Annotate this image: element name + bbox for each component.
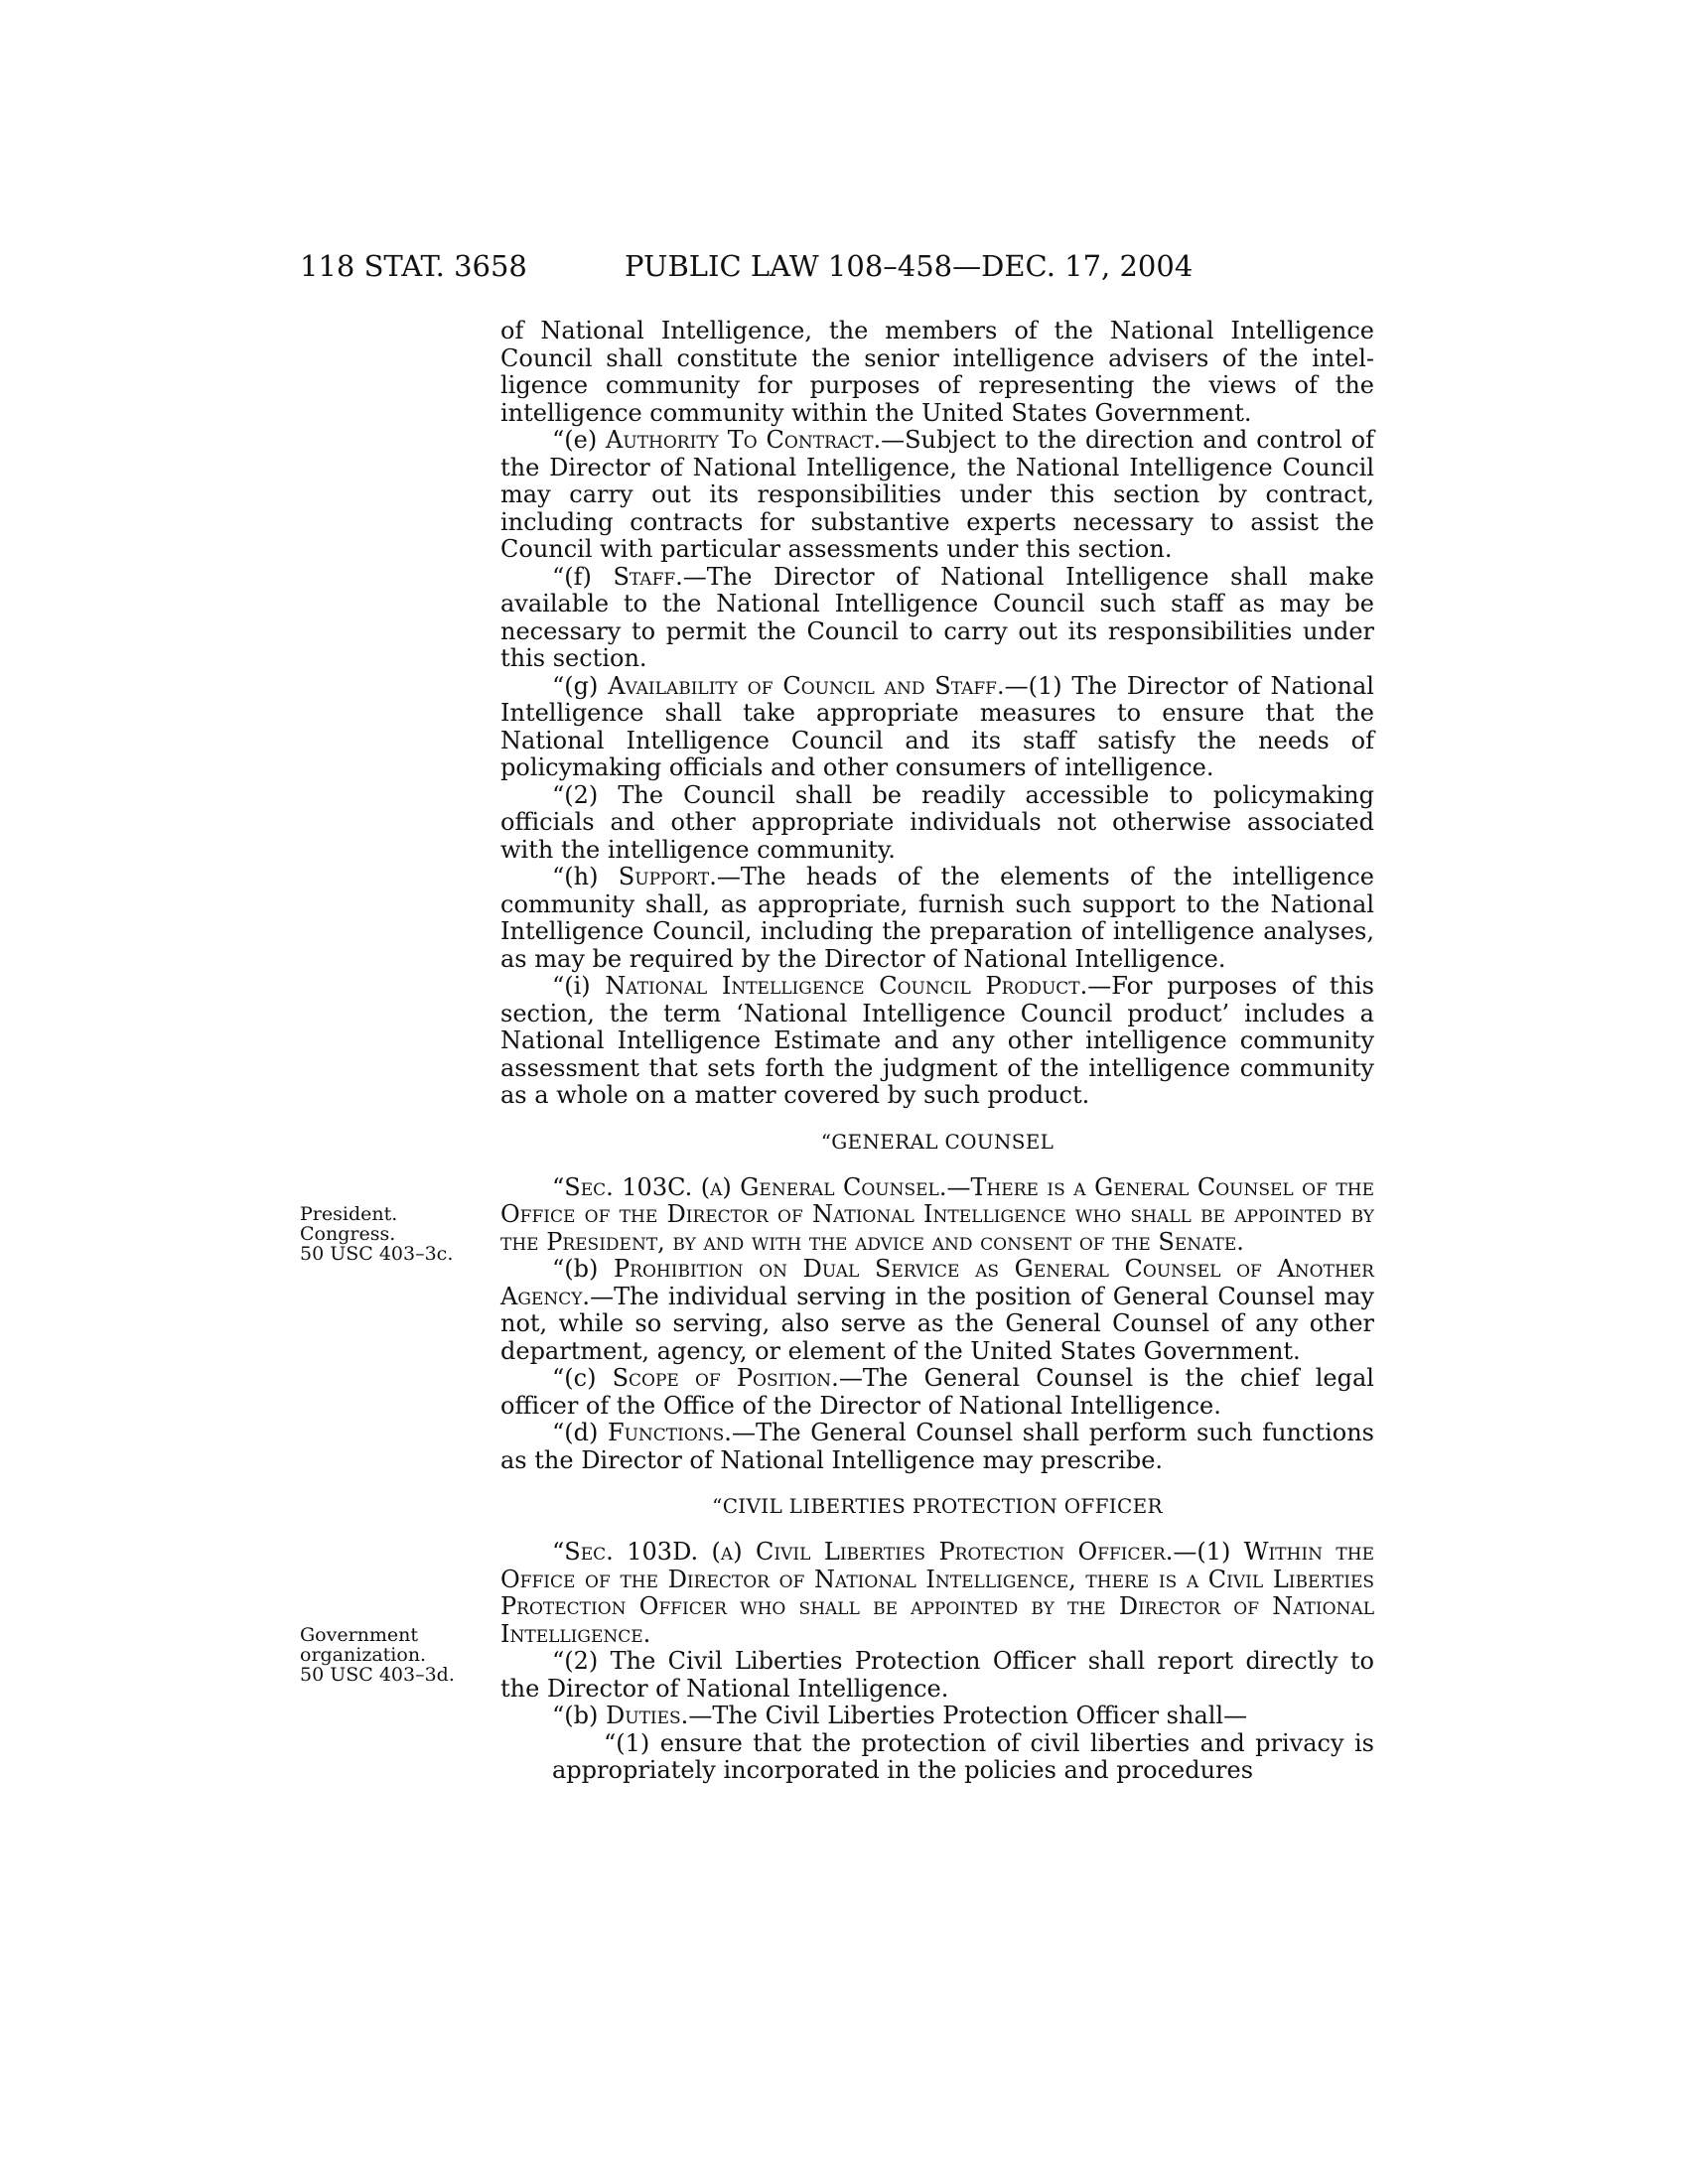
margin-note-line: Government bbox=[300, 1624, 419, 1646]
paragraph-sec-103d: “Sec. 103D. (a) Civil Liberties Protection Officer.—(1) Within the Office of the Director of National Intelligence, there is a Civil Liberties Protection Officer who shall be appointed by the Director of National Intelligence. bbox=[500, 1538, 1374, 1648]
paragraph: of National Intelligence, the members of the National Intelligence Council shall constitute the senior intelligence advisers of the intelligence community for purposes of representing the views of the intelligence community within the United States Government. bbox=[500, 317, 1374, 427]
page-header bbox=[300, 248, 1372, 284]
margin-note-line: Congress. bbox=[300, 1223, 396, 1245]
paragraph-support: “(h) Support.—The heads of the elements of the intelligence community shall, as appropriate, furnish such support to the National Intelligence Council, including the preparation of intelligence analyses, as may be required by the Director of National Intelligence. bbox=[500, 863, 1374, 973]
margin-note-line: organization. bbox=[300, 1644, 427, 1666]
margin-note-line: 50 USC 403–3c. bbox=[300, 1243, 454, 1265]
paragraph-report-directly: “(2) The Civil Liberties Protection Officer shall report directly to the Director of National Intelligence. bbox=[500, 1647, 1374, 1703]
margin-note-line: President. bbox=[300, 1203, 398, 1225]
section-heading-general-counsel: “GENERAL COUNSEL bbox=[820, 1129, 1055, 1154]
public-law-reference: PUBLIC LAW 108–458—DEC. 17, 2004 bbox=[625, 249, 1194, 283]
margin-note-line: 50 USC 403–3d. bbox=[300, 1664, 455, 1686]
paragraph-council-accessible: “(2) The Council shall be readily accessible to policymaking officials and other appropriate individuals not otherwise associated with the intelligence community. bbox=[500, 780, 1374, 864]
paragraph-duties: “(b) Duties.—The Civil Liberties Protection Officer shall— bbox=[552, 1702, 1248, 1729]
paragraph-availability: “(g) Availability of Council and Staff.—(1) The Director of National Intelligence shall take appropriate measures to ensure that the National Intelligence Council and its staff satisfy the needs of policymaking officials and other consumers of intelligence. bbox=[500, 671, 1374, 781]
paragraph-authority-to-contract: “(e) Authority To Contract.—Subject to the direction and control of the Director of National Intelligence, the National Intelligence Council may carry out its responsibilities under this section by contract, including contracts for substantive experts necessary to assist the Council with particular assessments under this section. bbox=[500, 426, 1374, 563]
paragraph-duty-1: “(1) ensure that the protection of civil liberties and privacy is appropriately incorporated in the policies and procedures bbox=[552, 1728, 1374, 1784]
paragraph-dual-service: “(b) Prohibition on Dual Service as General Counsel of Another Agency.—The individual serving in the position of General Counsel may not, while so serving, also serve as the General Counsel of any other department, agency, or element of the United States Government. bbox=[500, 1255, 1374, 1365]
section-heading-civil-liberties: “CIVIL LIBERTIES PROTECTION OFFICER bbox=[712, 1494, 1163, 1518]
paragraph-staff: “(f) Staff.—The Director of National Intelligence shall make available to the National Intelligence Council such staff as may be necessary to permit the Council to carry out its responsibilities under this section. bbox=[500, 562, 1374, 672]
paragraph-scope-of-position: “(c) Scope of Position.—The General Counsel is the chief legal officer of the Office of the Director of National Intelligence. bbox=[500, 1364, 1374, 1420]
statute-reference: 118 STAT. 3658 bbox=[300, 249, 527, 283]
paragraph-nic-product: “(i) National Intelligence Council Product.—For purposes of this section, the term ‘National Intelligence Council product’ includes a National Intelligence Estimate and any other intelligence community assessment that sets forth the judgment of the intelligence community as a whole on a matter covered by such product. bbox=[500, 972, 1374, 1109]
statute-body bbox=[500, 318, 1374, 1785]
paragraph-functions: “(d) Functions.—The General Counsel shall perform such functions as the Director of National Intelligence may prescribe. bbox=[500, 1419, 1374, 1474]
margin-note-president-congress bbox=[300, 1204, 479, 1264]
paragraph-sec-103c: “Sec. 103C. (a) General Counsel.—There is a General Counsel of the Office of the Director of National Intelligence who shall be appointed by the President, by and with the advice and consent of the Senate. bbox=[500, 1172, 1374, 1256]
margin-note-government-organization bbox=[300, 1625, 479, 1685]
